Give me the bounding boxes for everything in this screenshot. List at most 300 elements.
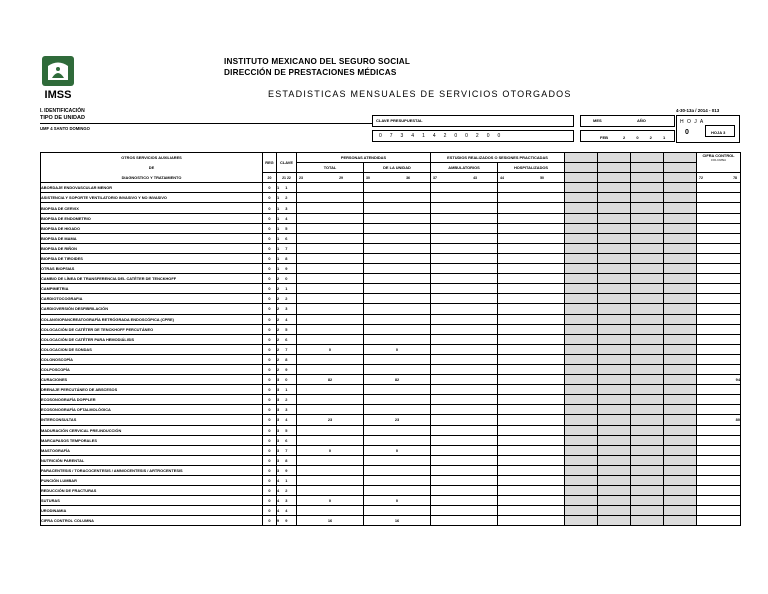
service-label: REDUCCIÓN DE FRACTURAS [41,486,263,496]
service-label: ECOSONOGRAFÍA DOPPLER [41,395,263,405]
shaded-cell [565,324,598,334]
unidad-cell[interactable] [364,223,431,233]
unidad-cell[interactable]: 23 [364,415,431,425]
cifra-cell[interactable] [697,354,741,364]
total-cell[interactable] [297,476,364,486]
hospitalizados-cell[interactable] [498,385,565,395]
total-cell[interactable]: 0 [297,496,364,506]
cifra-cell[interactable] [697,334,741,344]
shaded-cell [631,455,664,465]
table-row [41,455,741,465]
hospitalizados-cell[interactable] [498,354,565,364]
unidad-cell[interactable] [364,385,431,395]
service-label: URODINAMIA [41,506,263,516]
service-label: MASTOGRAFÍA [41,445,263,455]
unidad-cell[interactable] [364,193,431,203]
shaded-cell [565,415,598,425]
cifra-cell[interactable] [697,516,741,526]
total-cell[interactable]: 16 [297,516,364,526]
ambulatorios-cell[interactable] [431,486,498,496]
total-cell[interactable] [297,274,364,284]
total-cell[interactable] [297,324,364,334]
shaded-cell [565,425,598,435]
total-cell[interactable] [297,425,364,435]
ambulatorios-cell[interactable] [431,445,498,455]
shaded-cell [631,264,664,274]
ambulatorios-cell[interactable] [431,516,498,526]
cifra-cell[interactable] [697,476,741,486]
shaded-cell [664,344,697,354]
period-label-box [580,115,675,127]
unit-name: UMF 4 SANTO DOMINGO [40,126,90,131]
unidad-cell[interactable] [364,304,431,314]
total-cell[interactable] [297,334,364,344]
unidad-cell[interactable]: 0 [364,445,431,455]
shaded-cell [631,213,664,223]
shaded-cell [598,476,631,486]
shaded-cell [598,314,631,324]
shaded-cell [598,435,631,445]
unidad-cell[interactable] [364,354,431,364]
shaded-cell [598,375,631,385]
shaded-cell [664,274,697,284]
ambulatorios-cell[interactable] [431,243,498,253]
shaded-cell [664,213,697,223]
ambulatorios-cell[interactable] [431,435,498,445]
unidad-cell[interactable] [364,486,431,496]
total-cell[interactable] [297,193,364,203]
clave-cell: 2 2 [277,294,297,304]
service-label: BIOPSIA DE HIGADO [41,223,263,233]
table-row [41,304,741,314]
table-row [41,203,741,213]
shaded-cell [598,405,631,415]
ambulatorios-cell[interactable] [431,344,498,354]
table-row [41,496,741,506]
total-cell[interactable]: 0 [297,445,364,455]
table-row [41,375,741,385]
cifra-cell[interactable] [697,395,741,405]
unidad-cell[interactable] [364,405,431,415]
ambulatorios-cell[interactable] [431,465,498,475]
shaded-cell [664,425,697,435]
ambulatorios-cell[interactable] [431,506,498,516]
hospitalizados-cell[interactable] [498,274,565,284]
cifra-cell[interactable] [697,253,741,263]
cifra-cell[interactable] [697,284,741,294]
col-service-title: OTROS SERVICIOS AUXILIARES [41,153,263,163]
reg-cell: 0 [263,253,277,263]
ambulatorios-cell[interactable] [431,375,498,385]
clave-label-box [372,115,574,127]
ambulatorios-cell[interactable] [431,405,498,415]
header-row-2 [41,163,741,173]
shaded-cell [664,203,697,213]
cifra-cell[interactable] [697,314,741,324]
ambulatorios-cell[interactable] [431,294,498,304]
ambulatorios-cell[interactable] [431,496,498,506]
hospitalizados-cell[interactable] [498,334,565,344]
ambulatorios-cell[interactable] [431,455,498,465]
hospitalizados-cell[interactable] [498,516,565,526]
ambulatorios-cell[interactable] [431,203,498,213]
cifra-cell[interactable] [697,324,741,334]
total-cell[interactable] [297,506,364,516]
service-label: INTERCONSULTAS [41,415,263,425]
reg-cell: 0 [263,284,277,294]
shaded-cell [598,304,631,314]
shaded-cell [598,455,631,465]
service-label: CARDIOVERSIÓN DESFIBRILACIÓN [41,304,263,314]
ambulatorios-cell[interactable] [431,354,498,364]
hospitalizados-cell[interactable] [498,375,565,385]
total-cell[interactable] [297,284,364,294]
cifra-cell[interactable] [697,213,741,223]
ambulatorios-cell[interactable] [431,415,498,425]
total-cell[interactable] [297,203,364,213]
reg-cell: 0 [263,334,277,344]
reg-cell: 0 [263,506,277,516]
col-total: TOTAL [297,163,364,173]
reg-cell: 0 [263,496,277,506]
hospitalizados-cell[interactable] [498,364,565,374]
reg-cell: 0 [263,395,277,405]
hospitalizados-cell[interactable] [498,455,565,465]
shaded-cell [631,415,664,425]
cifra-cell[interactable] [697,385,741,395]
table-row [41,385,741,395]
hospitalizados-cell[interactable] [498,445,565,455]
total-cell[interactable] [297,304,364,314]
hospitalizados-cell[interactable] [498,253,565,263]
ambulatorios-cell[interactable] [431,274,498,284]
unidad-cell[interactable] [364,506,431,516]
unidad-cell[interactable] [364,264,431,274]
ambulatorios-cell[interactable] [431,183,498,193]
total-cell[interactable] [297,405,364,415]
unidad-cell[interactable] [364,435,431,445]
form-code: 4-30-13a / 2014 - 013 [676,108,720,113]
clave-cell: 3 6 [277,435,297,445]
hospitalizados-cell[interactable] [498,314,565,324]
hospitalizados-cell[interactable] [498,405,565,415]
service-label: CAMPIMETRIA [41,284,263,294]
shaded-cell [565,223,598,233]
hospitalizados-cell[interactable] [498,344,565,354]
total-cell[interactable] [297,395,364,405]
unidad-cell[interactable] [364,274,431,284]
ambulatorios-cell[interactable] [431,334,498,344]
shaded-cell [598,496,631,506]
shade-h3 [664,173,697,183]
hospitalizados-cell[interactable] [498,284,565,294]
reg-cell: 0 [263,364,277,374]
hospitalizados-cell[interactable] [498,223,565,233]
ambulatorios-cell[interactable] [431,213,498,223]
clave-cell: 4 1 [277,476,297,486]
shade-h2 [565,163,598,173]
unidad-cell[interactable]: 16 [364,516,431,526]
table-row [41,405,741,415]
total-cell[interactable] [297,264,364,274]
clave-cell: 3 1 [277,385,297,395]
hospitalizados-cell[interactable] [498,324,565,334]
unidad-cell[interactable] [364,395,431,405]
ambulatorios-cell[interactable] [431,425,498,435]
hospitalizados-cell[interactable] [498,304,565,314]
clave-cell: 3 2 [277,395,297,405]
total-cell[interactable] [297,243,364,253]
hospitalizados-cell[interactable] [498,294,565,304]
table-row [41,324,741,334]
table-row [41,435,741,445]
hospitalizados-cell[interactable] [498,395,565,405]
service-label: CIFRA CONTROL COLUMNA [41,516,263,526]
shaded-cell [598,243,631,253]
hospitalizados-cell[interactable] [498,415,565,425]
cifra-cell[interactable] [697,274,741,284]
cifra-cell[interactable] [697,344,741,354]
unidad-cell[interactable] [364,314,431,324]
total-cell[interactable] [297,183,364,193]
shaded-cell [598,354,631,364]
shaded-cell [598,445,631,455]
unidad-cell[interactable] [364,203,431,213]
unidad-cell[interactable] [364,425,431,435]
total-cell[interactable]: 82 [297,375,364,385]
cifra-cell[interactable] [697,445,741,455]
shaded-cell [631,465,664,475]
hospitalizados-cell[interactable] [498,213,565,223]
reg-cell: 0 [263,435,277,445]
shaded-cell [631,304,664,314]
reg-cell: 0 [263,385,277,395]
shaded-cell [598,294,631,304]
col-estudios: ESTUDIOS REALIZADOS O SESIONES PRACTICADAS [431,153,565,163]
unidad-cell[interactable] [364,213,431,223]
unidad-cell[interactable] [364,243,431,253]
col-personas: PERSONAS ATENDIDAS [297,153,431,163]
shaded-cell [631,314,664,324]
hospitalizados-cell[interactable] [498,203,565,213]
total-cell[interactable]: 0 [297,344,364,354]
hospitalizados-cell[interactable] [498,435,565,445]
total-cell[interactable] [297,314,364,324]
hospitalizados-cell[interactable] [498,496,565,506]
total-cell[interactable] [297,223,364,233]
cifra-cell[interactable] [697,233,741,243]
shaded-cell [565,253,598,263]
unidad-cell[interactable] [364,183,431,193]
shaded-cell [664,253,697,263]
shaded-cell [565,476,598,486]
ambulatorios-cell[interactable] [431,193,498,203]
unidad-cell[interactable] [364,334,431,344]
total-cell[interactable] [297,435,364,445]
ambulatorios-cell[interactable] [431,284,498,294]
ambulatorios-cell[interactable] [431,314,498,324]
reg-cell: 0 [263,354,277,364]
cifra-cell[interactable] [697,243,741,253]
service-label: PUNCIÓN LUMBAR [41,476,263,486]
hospitalizados-cell[interactable] [498,465,565,475]
hoja-box [676,115,740,143]
shaded-cell [664,183,697,193]
shaded-cell [664,264,697,274]
ambulatorios-cell[interactable] [431,324,498,334]
service-label: OTRAS BIOPSIAS [41,264,263,274]
cifra-cell[interactable] [697,364,741,374]
hospitalizados-cell[interactable] [498,183,565,193]
ambulatorios-cell[interactable] [431,304,498,314]
cifra-cell[interactable] [697,435,741,445]
service-label: DRENAJE PERCUTÁNEO DE ABSCESOS [41,385,263,395]
cifra-cell[interactable] [697,455,741,465]
unidad-cell[interactable]: 82 [364,375,431,385]
shaded-cell [565,395,598,405]
service-label: ABORDAJE ENDOVASCULAR MENOR [41,183,263,193]
shaded-cell [631,496,664,506]
ambulatorios-cell[interactable] [431,264,498,274]
shaded-cell [664,334,697,344]
col-service-sub: DIAGNOSTICO Y TRATAMIENTO [41,173,263,183]
total-cell[interactable] [297,486,364,496]
hospitalizados-cell[interactable] [498,506,565,516]
shaded-cell [565,243,598,253]
total-cell[interactable]: 23 [297,415,364,425]
shaded-cell [565,516,598,526]
ambulatorios-cell[interactable] [431,395,498,405]
shaded-cell [664,364,697,374]
table-row [41,223,741,233]
hospitalizados-cell[interactable] [498,193,565,203]
shaded-cell [664,506,697,516]
shaded-cell [664,193,697,203]
shaded-cell [598,425,631,435]
header-row-1 [41,153,741,163]
reg-cell: 0 [263,233,277,243]
hospitalizados-cell[interactable] [498,264,565,274]
clave-cell: 4 2 [277,486,297,496]
shaded-cell [664,375,697,385]
table-row [41,253,741,263]
total-cell[interactable] [297,354,364,364]
total-cell[interactable] [297,233,364,243]
cifra-cell[interactable] [697,193,741,203]
hoja-value: 0 [685,129,689,136]
ambulatorios-cell[interactable] [431,364,498,374]
reg-cell: 0 [263,455,277,465]
cifra-cell[interactable] [697,294,741,304]
shade-h1 [598,153,631,163]
cifra-cell[interactable] [697,506,741,516]
hospitalizados-cell[interactable] [498,425,565,435]
clave-cell: 3 8 [277,455,297,465]
cifra-cell[interactable] [697,264,741,274]
shaded-cell [664,324,697,334]
shaded-cell [631,203,664,213]
shaded-cell [631,476,664,486]
hospitalizados-cell[interactable] [498,476,565,486]
shaded-cell [664,223,697,233]
shaded-cell [664,395,697,405]
unidad-cell[interactable] [364,364,431,374]
cifra-cell[interactable] [697,203,741,213]
cifra-cell[interactable] [697,486,741,496]
unidad-cell[interactable] [364,253,431,263]
section-label: I. IDENTIFICACIÓN [40,108,85,114]
shade-h3 [598,173,631,183]
shaded-cell [664,314,697,324]
ambulatorios-cell[interactable] [431,385,498,395]
unidad-cell[interactable] [364,294,431,304]
shade-h3 [565,173,598,183]
service-label: ASISTENCIA Y SOPORTE VENTILATORIO INVASIVO Y NO INVASIVO [41,193,263,203]
shaded-cell [598,395,631,405]
cifra-cell[interactable]: 80 [697,415,741,425]
cifra-cell[interactable] [697,405,741,415]
hospitalizados-cell[interactable] [498,486,565,496]
unidad-cell[interactable] [364,476,431,486]
cifra-cell[interactable] [697,465,741,475]
clave-cell: 1 3 [277,203,297,213]
reg-cell: 0 [263,183,277,193]
reg-cell: 0 [263,465,277,475]
clave-cell: 4 3 [277,496,297,506]
total-cell[interactable] [297,455,364,465]
total-cell[interactable] [297,385,364,395]
total-cell[interactable] [297,364,364,374]
cifra-cell[interactable] [697,496,741,506]
unidad-cell[interactable] [364,233,431,243]
cifra-cell[interactable] [697,304,741,314]
ambulatorios-cell[interactable] [431,476,498,486]
ambulatorios-cell[interactable] [431,233,498,243]
unidad-cell[interactable]: 0 [364,344,431,354]
unidad-cell[interactable] [364,284,431,294]
shaded-cell [631,324,664,334]
unidad-cell[interactable] [364,455,431,465]
shade-h2 [631,163,664,173]
col-reg: REG [263,153,277,173]
unidad-cell[interactable] [364,465,431,475]
unidad-cell[interactable] [364,324,431,334]
report-title: ESTADISTICAS MENSUALES DE SERVICIOS OTORGADOS [268,89,572,99]
ambulatorios-cell[interactable] [431,223,498,233]
unidad-cell[interactable]: 0 [364,496,431,506]
total-cell[interactable] [297,294,364,304]
total-cell[interactable] [297,253,364,263]
shaded-cell [565,364,598,374]
shaded-cell [565,314,598,324]
cifra-cell[interactable]: 94 [697,375,741,385]
shaded-cell [631,243,664,253]
cifra-cell[interactable] [697,223,741,233]
hospitalizados-cell[interactable] [498,233,565,243]
total-cell[interactable] [297,465,364,475]
period-value-box [580,130,675,142]
hospitalizados-cell[interactable] [498,243,565,253]
ambulatorios-cell[interactable] [431,253,498,263]
cifra-cell[interactable] [697,183,741,193]
total-cell[interactable] [297,213,364,223]
cifra-cell[interactable] [697,425,741,435]
pos-unidad: 30 36 [364,173,431,183]
shaded-cell [598,213,631,223]
reg-cell: 0 [263,274,277,284]
anio-label: AÑO [637,118,646,123]
reg-cell: 0 [263,294,277,304]
